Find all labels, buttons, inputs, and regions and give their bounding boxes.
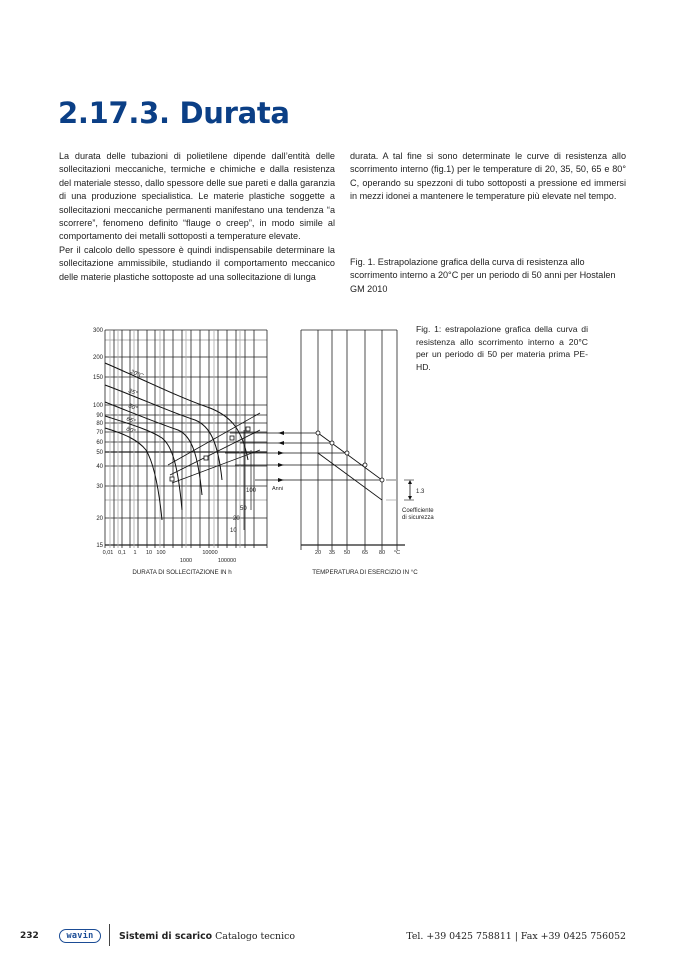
svg-text:40: 40 — [96, 464, 103, 470]
svg-text:50: 50 — [240, 506, 247, 512]
paragraph: La durata delle tubazioni di polietilene dipende dall’entità delle sollecitazioni meccaniche, termiche e chimiche e dalla resistenza del materiale stesso, dallo spessore delle sue pareti e dalla garanzia di una produzione specialistica. Le materie plastiche soggette a sollecitazioni meccaniche permanenti manifestano una tendenza “a scorrere”, fenomeno definito “flauge o creep”, in modo simile al comportamento dei metalli sottoposti a temperature elevate. — [59, 151, 335, 242]
footer-section-bold: Sistemi di scarico — [119, 931, 213, 942]
svg-text:0,01: 0,01 — [102, 550, 114, 556]
svg-text:65°: 65° — [125, 416, 136, 426]
svg-text:50: 50 — [96, 450, 103, 456]
svg-text:100: 100 — [156, 550, 166, 556]
svg-text:10: 10 — [230, 528, 237, 534]
right-x-axis-labels — [315, 550, 400, 556]
years-axis-label: Anni — [272, 486, 284, 492]
safety-factor-label-2: di sicurezza — [402, 515, 434, 521]
svg-text:20: 20 — [96, 516, 103, 522]
footer-divider — [109, 924, 110, 946]
figure-side-caption: Fig. 1: estrapolazione grafica della curva di resistenza allo scorrimento interno a 20°C per un periodo di 50 per materia prima PE-HD. — [416, 324, 588, 372]
safety-factor-label-1: Coefficiente — [402, 508, 434, 514]
svg-text:20: 20 — [233, 516, 240, 522]
page-title: 2.17.3. Durata — [58, 96, 290, 130]
svg-text:20: 20 — [314, 550, 322, 556]
svg-text:°C: °C — [393, 550, 401, 556]
footer-section — [119, 931, 295, 942]
svg-text:30: 30 — [96, 484, 103, 490]
footer-contact: Tel. +39 0425 758811 | Fax +39 0425 756052 — [406, 931, 626, 942]
svg-text:100: 100 — [92, 403, 103, 409]
y-axis-labels — [93, 328, 104, 549]
creep-resistance-chart — [70, 320, 470, 585]
temperature-curves — [105, 363, 248, 520]
figure-caption: Fig. 1. Estrapolazione grafica della curva di resistenza allo scorrimento interno a 20°C per un periodo di 50 anni per Hostalen GM 2010 — [350, 257, 616, 294]
svg-text:15: 15 — [96, 543, 103, 549]
svg-text:100: 100 — [246, 488, 257, 494]
page-number: 232 — [20, 931, 39, 941]
x-axis-labels — [103, 550, 237, 564]
svg-text:10: 10 — [145, 550, 153, 556]
svg-text:50°: 50° — [127, 403, 138, 413]
left-x-axis-title: DURATA DI SOLLECITAZIONE IN h — [132, 569, 232, 576]
svg-text:90: 90 — [96, 413, 103, 419]
svg-text:80: 80 — [378, 550, 386, 556]
paragraph: durata. A tal fine si sono determinate le curve di resistenza allo scorrimento interno (fig.1) per le temperature di 20, 35, 50, 65 e 80° C, operando su spezzoni di tubo sottoposti a pressione ed immersi in mezzi idonei a mantenere le temperature più elevate nel tempo. — [350, 151, 626, 202]
paragraph: Per il calcolo dello spessore è quindi indispensabile determinare la sollecitazione ammissibile, studiando il comportamento meccanico delle materie plastiche sottoposte ad una sollecitazione di lunga — [59, 244, 335, 282]
svg-text:35°: 35° — [127, 388, 138, 398]
svg-text:200: 200 — [92, 355, 103, 361]
arrow-heads — [278, 431, 284, 482]
svg-text:10000: 10000 — [202, 550, 218, 556]
right-x-axis-title: TEMPERATURA DI ESERCIZIO IN °C — [312, 569, 418, 576]
svg-text:70: 70 — [96, 430, 103, 436]
svg-text:1: 1 — [133, 550, 137, 556]
svg-text:65: 65 — [361, 550, 369, 556]
svg-text:300: 300 — [92, 328, 103, 334]
body-text-left — [59, 150, 335, 284]
page-footer — [0, 928, 677, 948]
connector-lines — [225, 433, 382, 480]
footer-section-rest: Catalogo tecnico — [212, 931, 295, 942]
svg-text:150: 150 — [92, 375, 103, 381]
svg-text:0,1: 0,1 — [118, 550, 126, 556]
svg-text:20°C: 20°C — [129, 369, 144, 380]
svg-text:80°: 80° — [125, 426, 136, 436]
wavin-logo: wavin — [59, 929, 101, 943]
svg-text:50: 50 — [343, 550, 351, 556]
body-text-right — [350, 150, 626, 204]
svg-text:1000: 1000 — [179, 558, 193, 564]
svg-text:35: 35 — [328, 550, 336, 556]
safety-factor-value: 1.3 — [416, 489, 425, 495]
svg-text:80: 80 — [96, 421, 103, 427]
right-panel-grid — [301, 330, 405, 550]
years-labels — [230, 488, 257, 534]
svg-text:60: 60 — [96, 440, 103, 446]
svg-text:100000: 100000 — [217, 558, 237, 564]
